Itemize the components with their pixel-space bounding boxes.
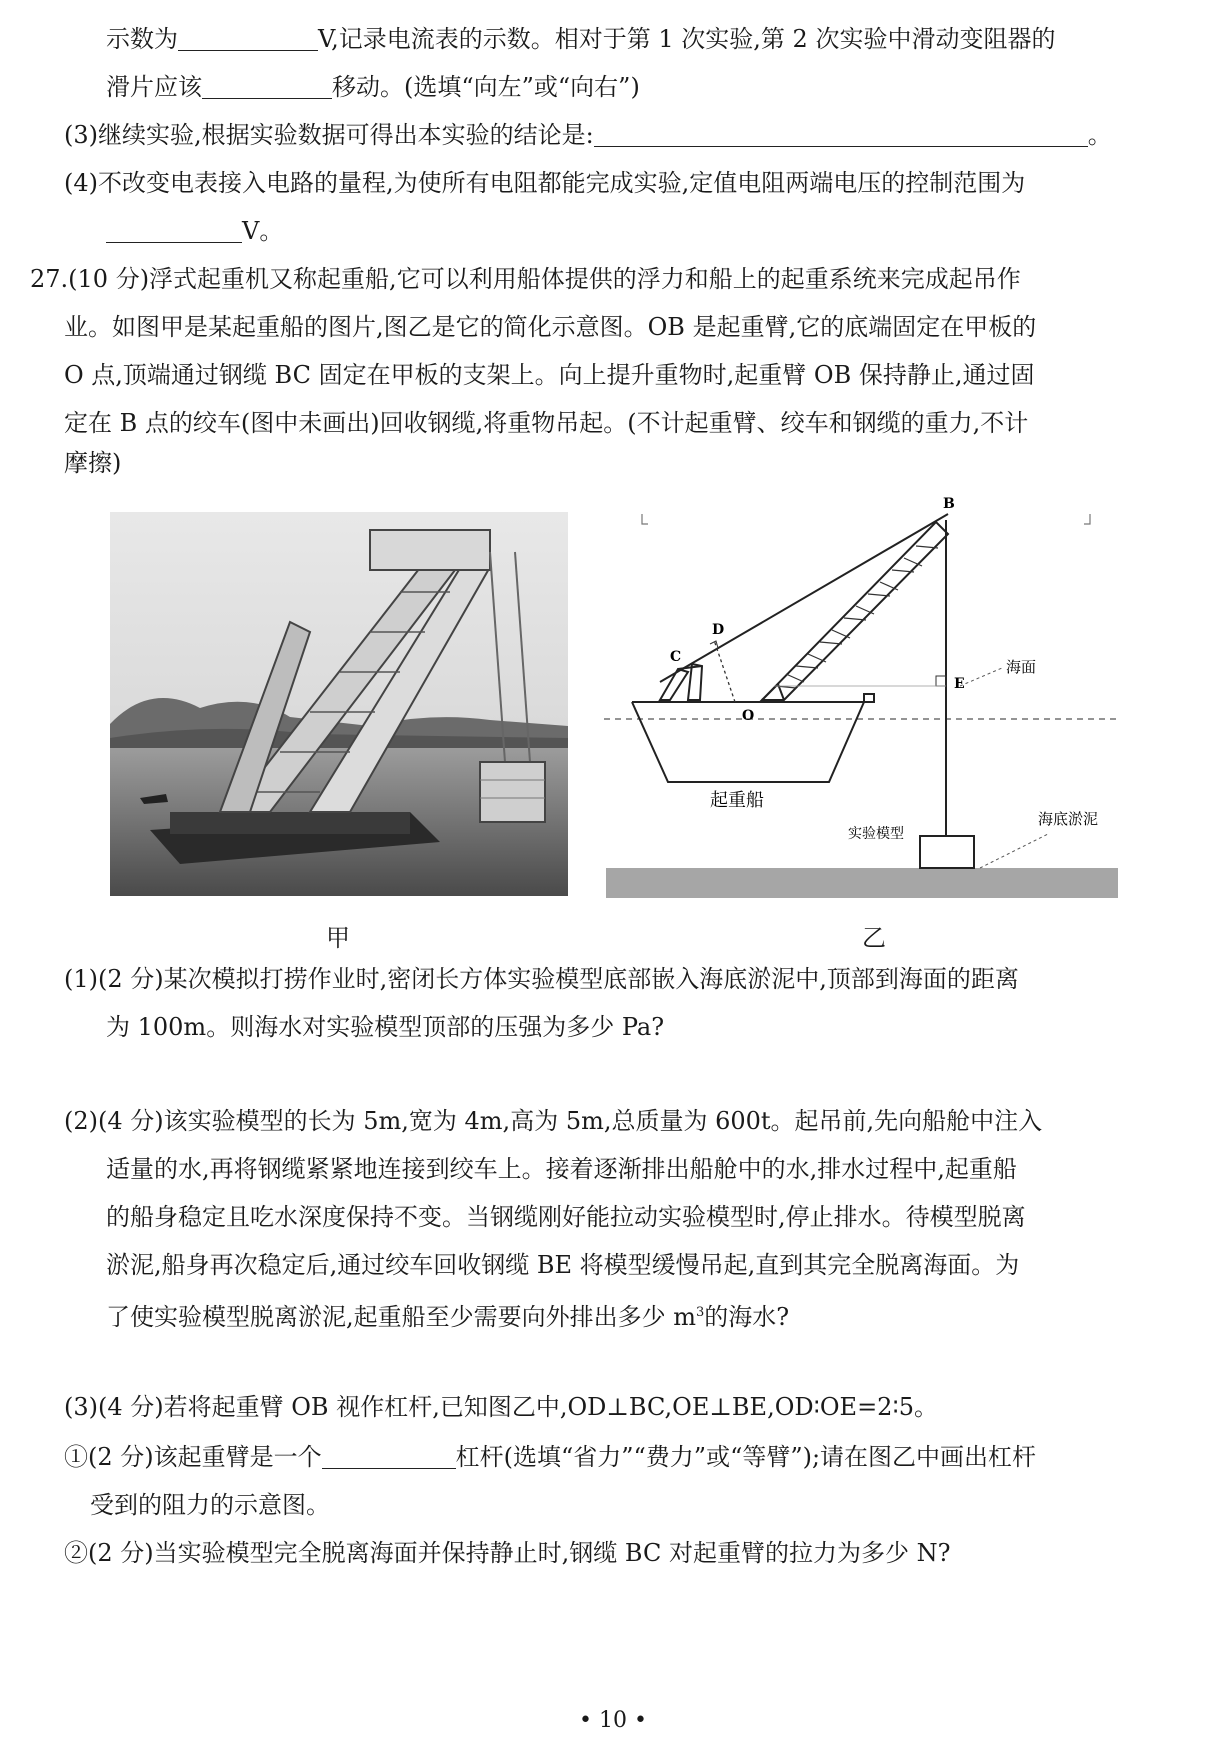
crane-ship-diagram bbox=[596, 494, 1126, 904]
s3-line-1: (3)(4 分)若将起重臂 OB 视作杠杆,已知图乙中,OD⊥BC,OE⊥BE,OD∶OE=2∶5。 bbox=[64, 1393, 938, 1421]
text: 滑片应该 bbox=[106, 73, 202, 101]
q27-line-2: 业。如图甲是某起重船的图片,图乙是它的简化示意图。OB 是起重臂,它的底端固定在甲板的 bbox=[64, 313, 1037, 341]
text: 了使实验模型脱离淤泥,起重船至少需要向外排出多少 m bbox=[106, 1303, 697, 1331]
text: 的海水? bbox=[704, 1303, 790, 1331]
text-line-5 bbox=[106, 214, 283, 248]
s3a-line-2: 受到的阻力的示意图。 bbox=[90, 1491, 330, 1519]
text-line-4: (4)不改变电表接入电路的量程,为使所有电阻都能完成实验,定值电阻两端电压的控制范围为 bbox=[64, 169, 1026, 197]
s1-line-2: 为 100m。则海水对实验模型顶部的压强为多少 Pa? bbox=[106, 1013, 665, 1041]
answer-blank[interactable] bbox=[202, 74, 332, 99]
page-number: • 10 • bbox=[579, 1708, 647, 1733]
text-line-1 bbox=[106, 22, 1055, 56]
s1-line-1: (1)(2 分)某次模拟打捞作业时,密闭长方体实验模型底部嵌入海底淤泥中,顶部到海面的距离 bbox=[64, 965, 1019, 993]
answer-blank[interactable] bbox=[106, 218, 242, 243]
label-model: 实验模型 bbox=[848, 826, 904, 842]
label-mud: 海底淤泥 bbox=[1038, 810, 1099, 828]
answer-blank[interactable] bbox=[322, 1444, 456, 1469]
superscript: 3 bbox=[696, 1305, 705, 1320]
caption-jia: 甲 bbox=[326, 924, 350, 952]
crane-ship-photo bbox=[110, 512, 568, 896]
s2-line-3: 的船身稳定且吃水深度保持不变。当钢缆刚好能拉动实验模型时,停止排水。待模型脱离 bbox=[106, 1203, 1026, 1231]
s2-line-1: (2)(4 分)该实验模型的长为 5m,宽为 4m,高为 5m,总质量为 600t。起吊前,先向船舱中注入 bbox=[64, 1107, 1043, 1135]
label-D: D bbox=[712, 622, 725, 638]
label-O: O bbox=[742, 708, 755, 724]
text: 示数为 bbox=[106, 25, 178, 53]
answer-blank[interactable] bbox=[594, 122, 1088, 147]
s3a-line-1 bbox=[64, 1440, 1036, 1474]
caption-yi: 乙 bbox=[862, 924, 886, 952]
text: 杠杆(选填“省力”“费力”或“等臂”);请在图乙中画出杠杆 bbox=[455, 1443, 1037, 1471]
text: V,记录电流表的示数。相对于第 1 次实验,第 2 次实验中滑动变阻器的 bbox=[318, 25, 1056, 53]
text-line-3 bbox=[64, 118, 1112, 152]
label-ship: 起重船 bbox=[710, 790, 764, 811]
q27-line-4: 定在 B 点的绞车(图中未画出)回收钢缆,将重物吊起。(不计起重臂、绞车和钢缆的重力,不计 bbox=[64, 409, 1029, 437]
text: 。 bbox=[1087, 121, 1112, 149]
label-sea-surface: 海面 bbox=[1006, 658, 1037, 676]
s3b-line: ②(2 分)当实验模型完全脱离海面并保持静止时,钢缆 BC 对起重臂的拉力为多少 N? bbox=[64, 1539, 951, 1567]
q27-line-5: 摩擦) bbox=[64, 449, 122, 477]
label-B: B bbox=[943, 496, 955, 512]
text: V。 bbox=[242, 217, 284, 245]
text: ①(2 分)该起重臂是一个 bbox=[64, 1443, 322, 1471]
q27-line-3: O 点,顶端通过钢缆 BC 固定在甲板的支架上。向上提升重物时,起重臂 OB 保持静止,通过固 bbox=[64, 361, 1035, 389]
s2-line-2: 适量的水,再将钢缆紧紧地连接到绞车上。接着逐渐排出船舱中的水,排水过程中,起重船 bbox=[106, 1155, 1017, 1183]
text: (3)继续实验,根据实验数据可得出本实验的结论是: bbox=[64, 121, 594, 149]
label-C: C bbox=[670, 649, 682, 665]
text-line-2 bbox=[106, 70, 640, 104]
q27-line-1: 27.(10 分)浮式起重机又称起重船,它可以利用船体提供的浮力和船上的起重系统来完成起吊作 bbox=[30, 265, 1021, 293]
s2-line-4: 淤泥,船身再次稳定后,通过绞车回收钢缆 BE 将模型缓慢吊起,直到其完全脱离海面。为 bbox=[106, 1251, 1020, 1279]
text: 移动。(选填“向左”或“向右”) bbox=[332, 73, 640, 101]
s2-line-5 bbox=[106, 1296, 789, 1334]
label-E: E bbox=[954, 676, 965, 692]
answer-blank[interactable] bbox=[178, 26, 318, 51]
